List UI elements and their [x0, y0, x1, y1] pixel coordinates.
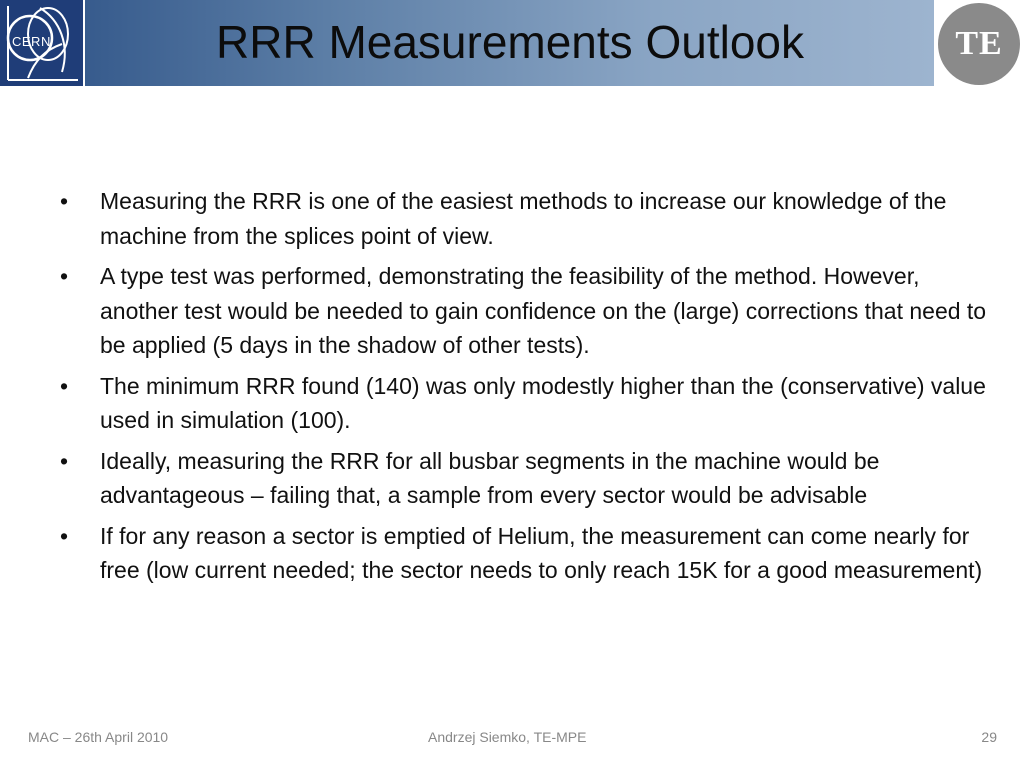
slide-title: RRR Measurements Outlook	[216, 16, 804, 68]
bullet-item	[58, 369, 988, 438]
bullet-list	[58, 184, 988, 594]
bullet-item	[58, 519, 988, 588]
bullet-dot-icon: •	[60, 263, 69, 289]
bullet-dot-icon: •	[60, 372, 69, 399]
footer-date: MAC – 26th April 2010	[28, 729, 169, 745]
bullet-item	[58, 184, 988, 253]
bullet-dot-icon: •	[60, 522, 69, 549]
page-number: 29	[981, 729, 997, 745]
bullet-text: A type test was performed, demonstrating the feasibility of the method. However, another test would be needed to gain confidence on the (large) corrections that need to be applied (5 days in the shadow of other tests).	[100, 263, 987, 358]
bullet-dot-icon: •	[60, 188, 69, 214]
cern-logo-icon	[0, 0, 85, 86]
bullet-item	[58, 444, 988, 513]
bullet-text: Ideally, measuring the RRR for all busbar segments in the machine would be advantageous – failing that, a sample from every sector would be advisable	[100, 447, 880, 508]
bullet-text: The minimum RRR found (140) was only modestly higher than the (conservative) value used in simulation (100).	[100, 372, 986, 433]
bullet-dot-icon: •	[60, 447, 69, 474]
bullet-item	[58, 259, 988, 363]
footer-author: Andrzej Siemko, TE-MPE	[428, 729, 587, 745]
cern-logo-text: CERN	[12, 34, 51, 49]
te-logo-icon: TE	[938, 3, 1020, 85]
bullet-text: Measuring the RRR is one of the easiest methods to increase our knowledge of the machine from the splices point of view.	[100, 188, 947, 249]
bullet-text: If for any reason a sector is emptied of Helium, the measurement can come nearly for free (low current needed; the sector needs to only reach 15K for a good measurement)	[100, 522, 983, 583]
